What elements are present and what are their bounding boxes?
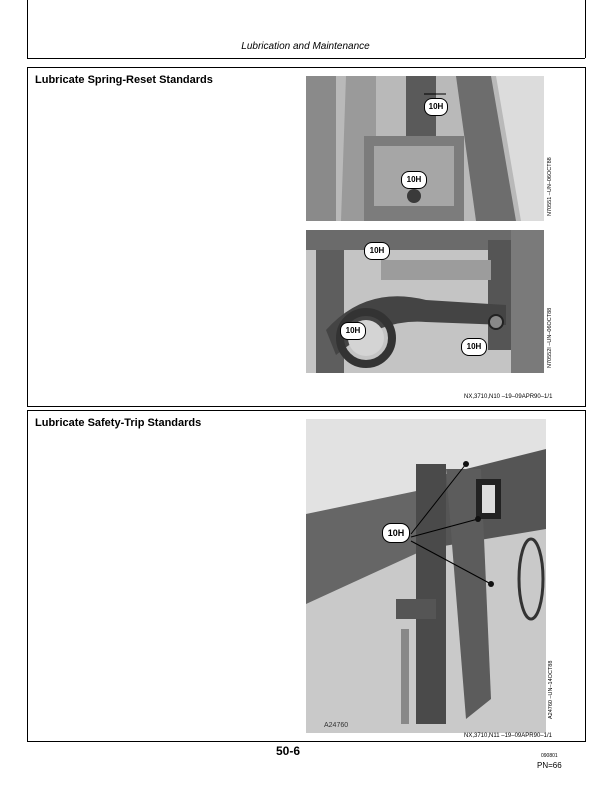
print-code: 090801	[541, 753, 558, 759]
figure-id: A24760 –UN–14OCT88	[548, 660, 554, 719]
running-header: Lubrication and Maintenance	[241, 41, 370, 52]
photo-spring-reset-bottom	[306, 230, 544, 373]
lube-callout: 10H	[340, 322, 366, 340]
reference-code: NX,3710,N11 –19–09APR90–1/1	[464, 733, 552, 739]
page-number: 50-6	[276, 744, 301, 758]
reference-code: NX,3710,N10 –19–09APR90–1/1	[464, 394, 553, 400]
lube-callout: 10H	[424, 98, 448, 116]
lube-callout: 10H	[401, 171, 427, 189]
lube-callout: 10H	[364, 242, 390, 260]
photo-stamp: A24760	[324, 722, 349, 729]
lube-callout: 10H	[461, 338, 487, 356]
section-spring-reset	[27, 67, 586, 407]
figure-id: N70551 –UN–06OCT88	[547, 157, 553, 216]
part-number: PN=66	[537, 761, 562, 770]
photo-spring-reset-top	[306, 76, 544, 221]
section-title: Lubricate Spring-Reset Standards	[35, 74, 213, 86]
section-safety-trip	[27, 410, 586, 742]
header-rule	[27, 58, 585, 59]
section-title: Lubricate Safety-Trip Standards	[35, 417, 202, 429]
lube-callout: 10H	[382, 523, 410, 543]
figure-id: N70552I –UN–06OCT88	[547, 307, 553, 368]
photo-safety-trip	[306, 419, 546, 733]
